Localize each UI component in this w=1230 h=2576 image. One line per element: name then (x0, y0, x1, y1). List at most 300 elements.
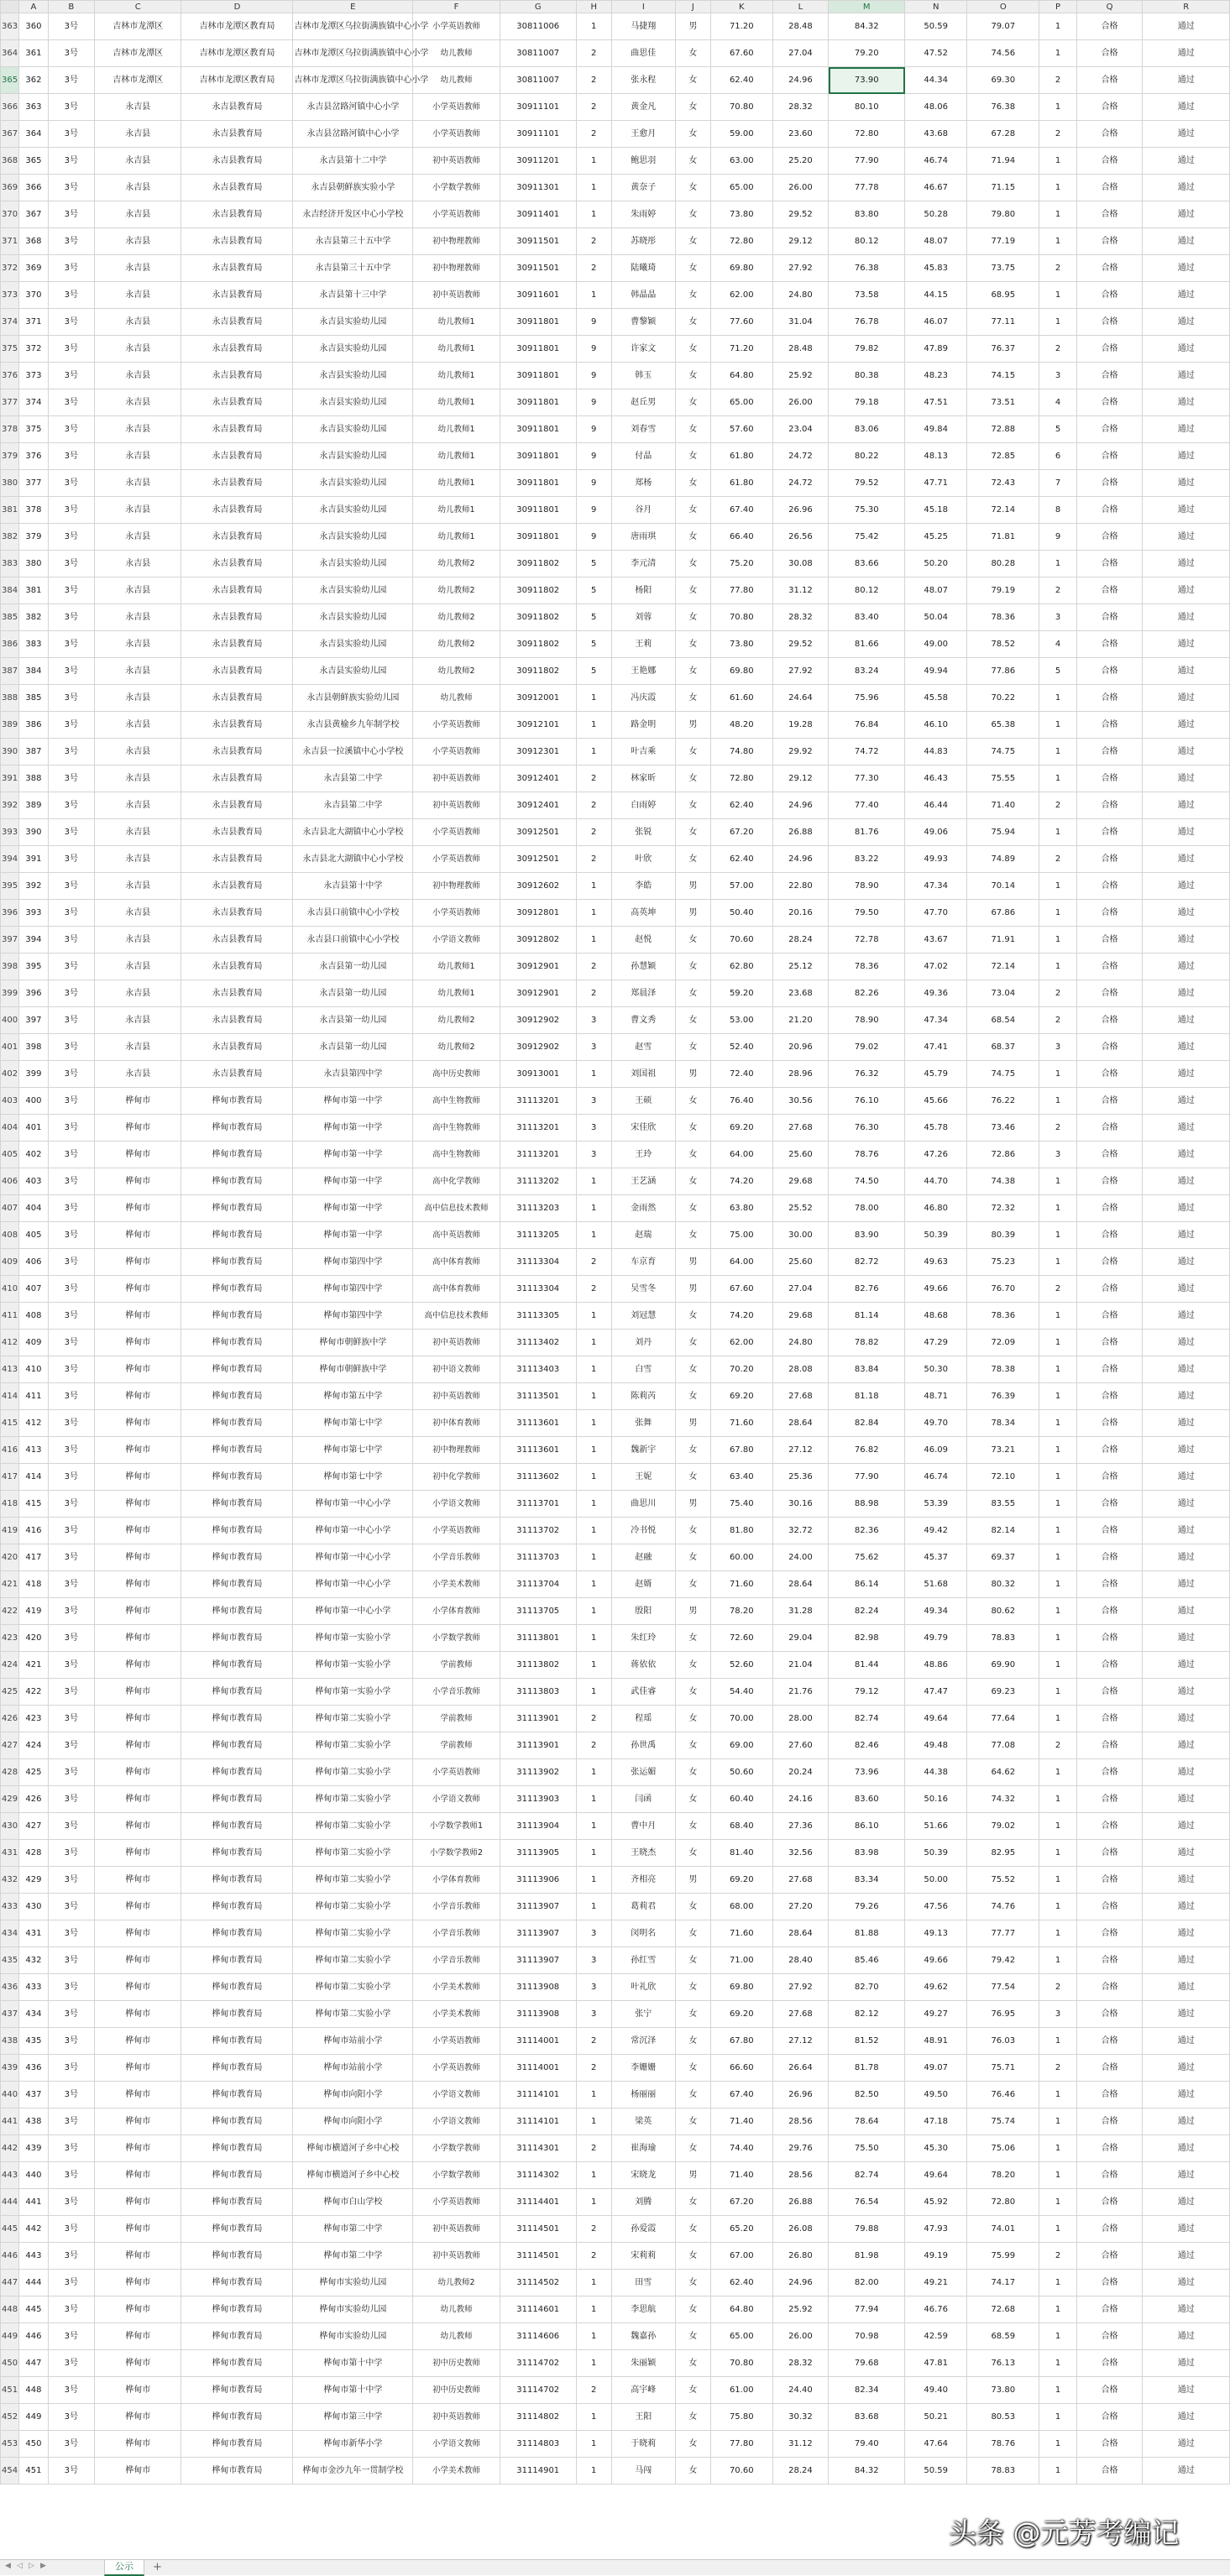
cell-r[interactable]: 通过 (1143, 1732, 1230, 1759)
cell-g[interactable]: 30911802 (500, 577, 576, 604)
cell-q[interactable]: 合格 (1076, 13, 1143, 40)
cell-r[interactable]: 通过 (1143, 309, 1230, 336)
cell-k[interactable]: 50.40 (710, 900, 772, 927)
row-header[interactable]: 386 (1, 631, 19, 658)
cell-e[interactable]: 桦甸市第一中心小学 (293, 1491, 413, 1518)
cell-p[interactable]: 8 (1039, 497, 1076, 524)
cell-n[interactable]: 47.51 (905, 389, 967, 416)
cell-c[interactable]: 永吉县 (95, 685, 181, 712)
cell-d[interactable]: 永吉县教育局 (181, 1034, 293, 1061)
cell-q[interactable]: 合格 (1076, 577, 1143, 604)
cell-i[interactable]: 孙爱霞 (611, 2216, 675, 2243)
cell-i[interactable]: 马闯 (611, 2458, 675, 2485)
cell-q[interactable]: 合格 (1076, 551, 1143, 577)
cell-e[interactable]: 吉林市龙潭区乌拉街满族镇中心小学 (293, 40, 413, 67)
cell-m[interactable]: 75.50 (829, 2135, 905, 2162)
cell-m[interactable]: 79.26 (829, 1894, 905, 1920)
cell-d[interactable]: 桦甸市教育局 (181, 1195, 293, 1222)
cell-h[interactable]: 2 (576, 228, 611, 255)
cell-r[interactable]: 通过 (1143, 1034, 1230, 1061)
cell-h[interactable]: 5 (576, 631, 611, 658)
cell-p[interactable]: 1 (1039, 765, 1076, 792)
cell-k[interactable]: 61.00 (710, 2377, 772, 2404)
cell-m[interactable]: 83.98 (829, 1840, 905, 1867)
cell-d[interactable]: 永吉县教育局 (181, 604, 293, 631)
cell-n[interactable]: 46.74 (905, 148, 967, 175)
row-header[interactable]: 428 (1, 1759, 19, 1786)
cell-n[interactable]: 47.41 (905, 1034, 967, 1061)
cell-p[interactable]: 1 (1039, 1813, 1076, 1840)
cell-k[interactable]: 72.80 (710, 228, 772, 255)
cell-o[interactable]: 73.46 (967, 1115, 1039, 1142)
cell-b[interactable]: 3号 (48, 2082, 94, 2108)
cell-c[interactable]: 永吉县 (95, 712, 181, 739)
cell-b[interactable]: 3号 (48, 1813, 94, 1840)
cell-l[interactable]: 19.28 (772, 712, 828, 739)
cell-e[interactable]: 永吉县实验幼儿园 (293, 604, 413, 631)
cell-b[interactable]: 3号 (48, 67, 94, 94)
cell-g[interactable]: 31113201 (500, 1142, 576, 1168)
cell-r[interactable]: 通过 (1143, 1356, 1230, 1383)
cell-h[interactable]: 1 (576, 1840, 611, 1867)
cell-m[interactable]: 83.06 (829, 416, 905, 443)
cell-i[interactable]: 鲍思羽 (611, 148, 675, 175)
cell-d[interactable]: 桦甸市教育局 (181, 1652, 293, 1679)
cell-l[interactable]: 30.08 (772, 551, 828, 577)
cell-g[interactable]: 31113602 (500, 1464, 576, 1491)
cell-e[interactable]: 桦甸市第一实验小学 (293, 1625, 413, 1652)
cell-m[interactable]: 79.02 (829, 1034, 905, 1061)
cell-c[interactable]: 桦甸市 (95, 2028, 181, 2055)
cell-p[interactable]: 2 (1039, 577, 1076, 604)
cell-q[interactable]: 合格 (1076, 1813, 1143, 1840)
cell-n[interactable]: 42.59 (905, 2323, 967, 2350)
cell-k[interactable]: 67.20 (710, 819, 772, 846)
cell-p[interactable]: 1 (1039, 1330, 1076, 1356)
cell-p[interactable]: 1 (1039, 551, 1076, 577)
cell-d[interactable]: 桦甸市教育局 (181, 2189, 293, 2216)
cell-m[interactable]: 76.82 (829, 1437, 905, 1464)
cell-e[interactable]: 桦甸市第二实验小学 (293, 1732, 413, 1759)
cell-h[interactable]: 3 (576, 1974, 611, 2001)
cell-b[interactable]: 3号 (48, 40, 94, 67)
cell-d[interactable]: 永吉县教育局 (181, 577, 293, 604)
cell-j[interactable]: 女 (675, 1544, 710, 1571)
cell-f[interactable]: 小学数学教师 (413, 175, 500, 201)
cell-o[interactable]: 72.10 (967, 1464, 1039, 1491)
cell-g[interactable]: 30912501 (500, 819, 576, 846)
cell-i[interactable]: 常沉泽 (611, 2028, 675, 2055)
cell-r[interactable]: 通过 (1143, 1276, 1230, 1303)
cell-f[interactable]: 小学英语教师 (413, 819, 500, 846)
cell-r[interactable]: 通过 (1143, 1894, 1230, 1920)
cell-q[interactable]: 合格 (1076, 2243, 1143, 2270)
cell-e[interactable]: 永吉县第一幼儿园 (293, 980, 413, 1007)
cell-g[interactable]: 30911802 (500, 631, 576, 658)
cell-m[interactable]: 82.70 (829, 1974, 905, 2001)
cell-l[interactable]: 26.00 (772, 389, 828, 416)
cell-m[interactable]: 84.32 (829, 13, 905, 40)
cell-h[interactable]: 3 (576, 1142, 611, 1168)
cell-d[interactable]: 永吉县教育局 (181, 309, 293, 336)
cell-c[interactable]: 桦甸市 (95, 2431, 181, 2458)
cell-g[interactable]: 31114601 (500, 2296, 576, 2323)
row-header[interactable]: 432 (1, 1867, 19, 1894)
cell-j[interactable]: 女 (675, 954, 710, 980)
cell-j[interactable]: 女 (675, 524, 710, 551)
cell-r[interactable]: 通过 (1143, 94, 1230, 121)
cell-e[interactable]: 永吉县实验幼儿园 (293, 631, 413, 658)
cell-e[interactable]: 永吉县口前镇中心小学校 (293, 927, 413, 954)
row-header[interactable]: 423 (1, 1625, 19, 1652)
cell-i[interactable]: 魏新宇 (611, 1437, 675, 1464)
cell-g[interactable]: 31113904 (500, 1813, 576, 1840)
row-header[interactable]: 454 (1, 2458, 19, 2485)
cell-n[interactable]: 49.64 (905, 1706, 967, 1732)
cell-r[interactable]: 通过 (1143, 1061, 1230, 1088)
cell-q[interactable]: 合格 (1076, 40, 1143, 67)
cell-c[interactable]: 桦甸市 (95, 1491, 181, 1518)
cell-e[interactable]: 桦甸市第十中学 (293, 2377, 413, 2404)
cell-m[interactable]: 82.36 (829, 1518, 905, 1544)
cell-l[interactable]: 28.48 (772, 336, 828, 363)
cell-c[interactable]: 永吉县 (95, 1034, 181, 1061)
cell-k[interactable]: 63.00 (710, 148, 772, 175)
row-header[interactable]: 365 (1, 67, 19, 94)
prev-sheet-arrow-icon[interactable]: ◁ (17, 2562, 23, 2570)
cell-o[interactable]: 78.83 (967, 1625, 1039, 1652)
cell-j[interactable]: 女 (675, 175, 710, 201)
cell-g[interactable]: 30912501 (500, 846, 576, 873)
cell-o[interactable]: 74.75 (967, 739, 1039, 765)
cell-o[interactable]: 67.28 (967, 121, 1039, 148)
cell-e[interactable]: 桦甸市第二实验小学 (293, 1920, 413, 1947)
cell-i[interactable]: 梁英 (611, 2108, 675, 2135)
cell-m[interactable]: 81.66 (829, 631, 905, 658)
row-header[interactable]: 433 (1, 1894, 19, 1920)
cell-r[interactable]: 通过 (1143, 2082, 1230, 2108)
cell-f[interactable]: 高中历史教师 (413, 1061, 500, 1088)
cell-e[interactable]: 桦甸市第二实验小学 (293, 1947, 413, 1974)
cell-e[interactable]: 永吉县实验幼儿园 (293, 577, 413, 604)
cell-n[interactable]: 48.13 (905, 443, 967, 470)
cell-b[interactable]: 3号 (48, 1061, 94, 1088)
cell-h[interactable]: 1 (576, 1625, 611, 1652)
cell-b[interactable]: 3号 (48, 2377, 94, 2404)
cell-o[interactable]: 78.36 (967, 1303, 1039, 1330)
cell-a[interactable]: 430 (19, 1894, 48, 1920)
cell-a[interactable]: 451 (19, 2458, 48, 2485)
cell-m[interactable]: 79.68 (829, 2350, 905, 2377)
cell-p[interactable]: 1 (1039, 2189, 1076, 2216)
cell-p[interactable]: 1 (1039, 685, 1076, 712)
cell-f[interactable]: 小学英语教师 (413, 1759, 500, 1786)
cell-l[interactable]: 25.36 (772, 1464, 828, 1491)
cell-q[interactable]: 合格 (1076, 524, 1143, 551)
cell-h[interactable]: 3 (576, 2001, 611, 2028)
cell-e[interactable]: 永吉县实验幼儿园 (293, 658, 413, 685)
cell-b[interactable]: 3号 (48, 1437, 94, 1464)
cell-g[interactable]: 30912101 (500, 712, 576, 739)
cell-j[interactable]: 女 (675, 2082, 710, 2108)
cell-d[interactable]: 桦甸市教育局 (181, 2108, 293, 2135)
cell-l[interactable]: 24.00 (772, 1544, 828, 1571)
cell-g[interactable]: 30911101 (500, 94, 576, 121)
cell-q[interactable]: 合格 (1076, 2135, 1143, 2162)
cell-k[interactable]: 71.40 (710, 2108, 772, 2135)
cell-p[interactable]: 4 (1039, 389, 1076, 416)
cell-p[interactable]: 1 (1039, 1840, 1076, 1867)
row-header[interactable]: 446 (1, 2243, 19, 2270)
cell-m[interactable]: 79.50 (829, 900, 905, 927)
cell-a[interactable]: 390 (19, 819, 48, 846)
cell-q[interactable]: 合格 (1076, 685, 1143, 712)
cell-d[interactable]: 桦甸市教育局 (181, 1491, 293, 1518)
cell-g[interactable]: 30911801 (500, 443, 576, 470)
cell-h[interactable]: 1 (576, 1437, 611, 1464)
cell-m[interactable]: 72.78 (829, 927, 905, 954)
cell-f[interactable]: 幼儿教师1 (413, 980, 500, 1007)
cell-k[interactable]: 63.80 (710, 1195, 772, 1222)
cell-n[interactable]: 49.84 (905, 416, 967, 443)
cell-b[interactable]: 3号 (48, 121, 94, 148)
cell-k[interactable]: 71.60 (710, 1410, 772, 1437)
cell-n[interactable]: 45.30 (905, 2135, 967, 2162)
cell-d[interactable]: 永吉县教育局 (181, 255, 293, 282)
cell-n[interactable]: 48.68 (905, 1303, 967, 1330)
column-header-r[interactable]: R (1143, 1, 1230, 13)
cell-q[interactable]: 合格 (1076, 2431, 1143, 2458)
cell-p[interactable]: 1 (1039, 1410, 1076, 1437)
cell-f[interactable]: 幼儿教师 (413, 67, 500, 94)
cell-h[interactable]: 2 (576, 1732, 611, 1759)
cell-p[interactable]: 1 (1039, 1222, 1076, 1249)
cell-g[interactable]: 31113501 (500, 1383, 576, 1410)
cell-n[interactable]: 49.66 (905, 1947, 967, 1974)
cell-f[interactable]: 小学英语教师 (413, 2189, 500, 2216)
cell-l[interactable]: 28.56 (772, 2108, 828, 2135)
cell-n[interactable]: 46.10 (905, 712, 967, 739)
cell-e[interactable]: 永吉县北大湖镇中心小学校 (293, 819, 413, 846)
cell-d[interactable]: 桦甸市教育局 (181, 2296, 293, 2323)
cell-g[interactable]: 30913001 (500, 1061, 576, 1088)
cell-o[interactable]: 79.42 (967, 1947, 1039, 1974)
cell-e[interactable]: 桦甸市第一实验小学 (293, 1679, 413, 1706)
cell-q[interactable]: 合格 (1076, 2323, 1143, 2350)
cell-m[interactable]: 86.14 (829, 1571, 905, 1598)
cell-i[interactable]: 王晓杰 (611, 1840, 675, 1867)
cell-d[interactable]: 桦甸市教育局 (181, 1222, 293, 1249)
cell-d[interactable]: 桦甸市教育局 (181, 1894, 293, 1920)
cell-d[interactable]: 永吉县教育局 (181, 443, 293, 470)
cell-g[interactable]: 30811007 (500, 40, 576, 67)
cell-l[interactable]: 29.92 (772, 739, 828, 765)
cell-o[interactable]: 77.86 (967, 658, 1039, 685)
cell-r[interactable]: 通过 (1143, 1571, 1230, 1598)
cell-j[interactable]: 男 (675, 712, 710, 739)
cell-h[interactable]: 1 (576, 1195, 611, 1222)
cell-e[interactable]: 永吉县黄榆乡九年制学校 (293, 712, 413, 739)
cell-g[interactable]: 31114101 (500, 2108, 576, 2135)
row-header[interactable]: 363 (1, 13, 19, 40)
cell-d[interactable]: 永吉县教育局 (181, 94, 293, 121)
cell-b[interactable]: 3号 (48, 2404, 94, 2431)
cell-o[interactable]: 80.28 (967, 551, 1039, 577)
cell-j[interactable]: 女 (675, 1115, 710, 1142)
cell-j[interactable]: 女 (675, 416, 710, 443)
cell-q[interactable]: 合格 (1076, 2458, 1143, 2485)
cell-b[interactable]: 3号 (48, 309, 94, 336)
cell-l[interactable]: 27.68 (772, 1867, 828, 1894)
cell-c[interactable]: 桦甸市 (95, 1330, 181, 1356)
cell-h[interactable]: 2 (576, 1276, 611, 1303)
cell-d[interactable]: 永吉县教育局 (181, 201, 293, 228)
cell-j[interactable]: 女 (675, 121, 710, 148)
cell-k[interactable]: 81.80 (710, 1518, 772, 1544)
cell-c[interactable]: 桦甸市 (95, 2377, 181, 2404)
cell-i[interactable]: 张舞 (611, 1410, 675, 1437)
cell-m[interactable]: 77.30 (829, 765, 905, 792)
cell-d[interactable]: 永吉县教育局 (181, 792, 293, 819)
cell-f[interactable]: 高中化学教师 (413, 1168, 500, 1195)
cell-g[interactable]: 31114401 (500, 2189, 576, 2216)
cell-k[interactable]: 67.40 (710, 2082, 772, 2108)
cell-o[interactable]: 71.40 (967, 792, 1039, 819)
cell-j[interactable]: 男 (675, 1598, 710, 1625)
cell-g[interactable]: 31113203 (500, 1195, 576, 1222)
cell-r[interactable]: 通过 (1143, 819, 1230, 846)
cell-o[interactable]: 77.77 (967, 1920, 1039, 1947)
cell-q[interactable]: 合格 (1076, 1142, 1143, 1168)
cell-f[interactable]: 初中历史教师 (413, 2350, 500, 2377)
cell-r[interactable]: 通过 (1143, 1437, 1230, 1464)
cell-l[interactable]: 24.80 (772, 282, 828, 309)
cell-l[interactable]: 27.92 (772, 1974, 828, 2001)
cell-k[interactable]: 69.80 (710, 1974, 772, 2001)
cell-c[interactable]: 桦甸市 (95, 1947, 181, 1974)
cell-l[interactable]: 32.56 (772, 1840, 828, 1867)
cell-m[interactable]: 75.42 (829, 524, 905, 551)
cell-m[interactable]: 78.64 (829, 2108, 905, 2135)
cell-f[interactable]: 幼儿教师2 (413, 551, 500, 577)
cell-d[interactable]: 桦甸市教育局 (181, 1598, 293, 1625)
cell-i[interactable]: 王硕 (611, 1088, 675, 1115)
cell-g[interactable]: 30911401 (500, 201, 576, 228)
cell-p[interactable]: 3 (1039, 1142, 1076, 1168)
cell-q[interactable]: 合格 (1076, 846, 1143, 873)
cell-e[interactable]: 桦甸市实验幼儿园 (293, 2323, 413, 2350)
cell-l[interactable]: 28.32 (772, 2350, 828, 2377)
row-header[interactable]: 366 (1, 94, 19, 121)
cell-g[interactable]: 31113202 (500, 1168, 576, 1195)
cell-e[interactable]: 永吉县岔路河镇中心小学 (293, 121, 413, 148)
cell-q[interactable]: 合格 (1076, 819, 1143, 846)
cell-e[interactable]: 桦甸市第四中学 (293, 1249, 413, 1276)
cell-b[interactable]: 3号 (48, 443, 94, 470)
cell-a[interactable]: 371 (19, 309, 48, 336)
row-header[interactable]: 398 (1, 954, 19, 980)
cell-l[interactable]: 25.60 (772, 1249, 828, 1276)
cell-o[interactable]: 76.46 (967, 2082, 1039, 2108)
cell-e[interactable]: 桦甸市第七中学 (293, 1437, 413, 1464)
cell-e[interactable]: 桦甸市第四中学 (293, 1276, 413, 1303)
cell-a[interactable]: 424 (19, 1732, 48, 1759)
cell-o[interactable]: 74.32 (967, 1786, 1039, 1813)
cell-o[interactable]: 69.23 (967, 1679, 1039, 1706)
cell-o[interactable]: 71.15 (967, 175, 1039, 201)
cell-b[interactable]: 3号 (48, 1410, 94, 1437)
cell-p[interactable]: 1 (1039, 1920, 1076, 1947)
cell-n[interactable]: 44.70 (905, 1168, 967, 1195)
add-sheet-plus-icon[interactable]: + (153, 2561, 162, 2573)
cell-k[interactable]: 72.60 (710, 1625, 772, 1652)
cell-l[interactable]: 28.40 (772, 1947, 828, 1974)
cell-o[interactable]: 72.43 (967, 470, 1039, 497)
cell-o[interactable]: 75.71 (967, 2055, 1039, 2082)
cell-q[interactable]: 合格 (1076, 309, 1143, 336)
cell-r[interactable]: 通过 (1143, 2135, 1230, 2162)
cell-f[interactable]: 幼儿教师1 (413, 416, 500, 443)
cell-m[interactable]: 83.24 (829, 658, 905, 685)
cell-k[interactable]: 67.60 (710, 1276, 772, 1303)
cell-r[interactable]: 通过 (1143, 13, 1230, 40)
cell-r[interactable]: 通过 (1143, 497, 1230, 524)
cell-i[interactable]: 林家昕 (611, 765, 675, 792)
cell-n[interactable]: 49.13 (905, 1920, 967, 1947)
cell-r[interactable]: 通过 (1143, 1679, 1230, 1706)
cell-k[interactable]: 74.40 (710, 2135, 772, 2162)
cell-h[interactable]: 1 (576, 900, 611, 927)
row-header[interactable]: 369 (1, 175, 19, 201)
cell-a[interactable]: 421 (19, 1652, 48, 1679)
cell-h[interactable]: 2 (576, 2055, 611, 2082)
cell-b[interactable]: 3号 (48, 819, 94, 846)
cell-l[interactable]: 26.88 (772, 819, 828, 846)
cell-f[interactable]: 初中英语教师 (413, 282, 500, 309)
cell-i[interactable]: 韩玉 (611, 363, 675, 389)
row-header[interactable]: 390 (1, 739, 19, 765)
cell-j[interactable]: 男 (675, 873, 710, 900)
cell-d[interactable]: 桦甸市教育局 (181, 1544, 293, 1571)
cell-b[interactable]: 3号 (48, 416, 94, 443)
cell-q[interactable]: 合格 (1076, 1894, 1143, 1920)
cell-b[interactable]: 3号 (48, 2162, 94, 2189)
cell-r[interactable]: 通过 (1143, 739, 1230, 765)
cell-i[interactable]: 赵瑞 (611, 1222, 675, 1249)
cell-c[interactable]: 桦甸市 (95, 1383, 181, 1410)
cell-g[interactable]: 31113403 (500, 1356, 576, 1383)
cell-o[interactable]: 74.89 (967, 846, 1039, 873)
row-header[interactable]: 382 (1, 524, 19, 551)
cell-a[interactable]: 374 (19, 389, 48, 416)
cell-h[interactable]: 1 (576, 1330, 611, 1356)
cell-f[interactable]: 初中英语教师 (413, 2243, 500, 2270)
cell-o[interactable]: 76.39 (967, 1383, 1039, 1410)
cell-m[interactable]: 70.98 (829, 2323, 905, 2350)
cell-a[interactable]: 368 (19, 228, 48, 255)
row-header[interactable]: 378 (1, 416, 19, 443)
cell-m[interactable]: 85.46 (829, 1947, 905, 1974)
cell-f[interactable]: 小学数学教师 (413, 1625, 500, 1652)
row-header[interactable]: 401 (1, 1034, 19, 1061)
cell-o[interactable]: 76.70 (967, 1276, 1039, 1303)
cell-l[interactable]: 24.64 (772, 685, 828, 712)
cell-q[interactable]: 合格 (1076, 739, 1143, 765)
cell-k[interactable]: 67.80 (710, 2028, 772, 2055)
cell-p[interactable]: 1 (1039, 1356, 1076, 1383)
cell-j[interactable]: 女 (675, 228, 710, 255)
cell-f[interactable]: 小学语文教师 (413, 1786, 500, 1813)
